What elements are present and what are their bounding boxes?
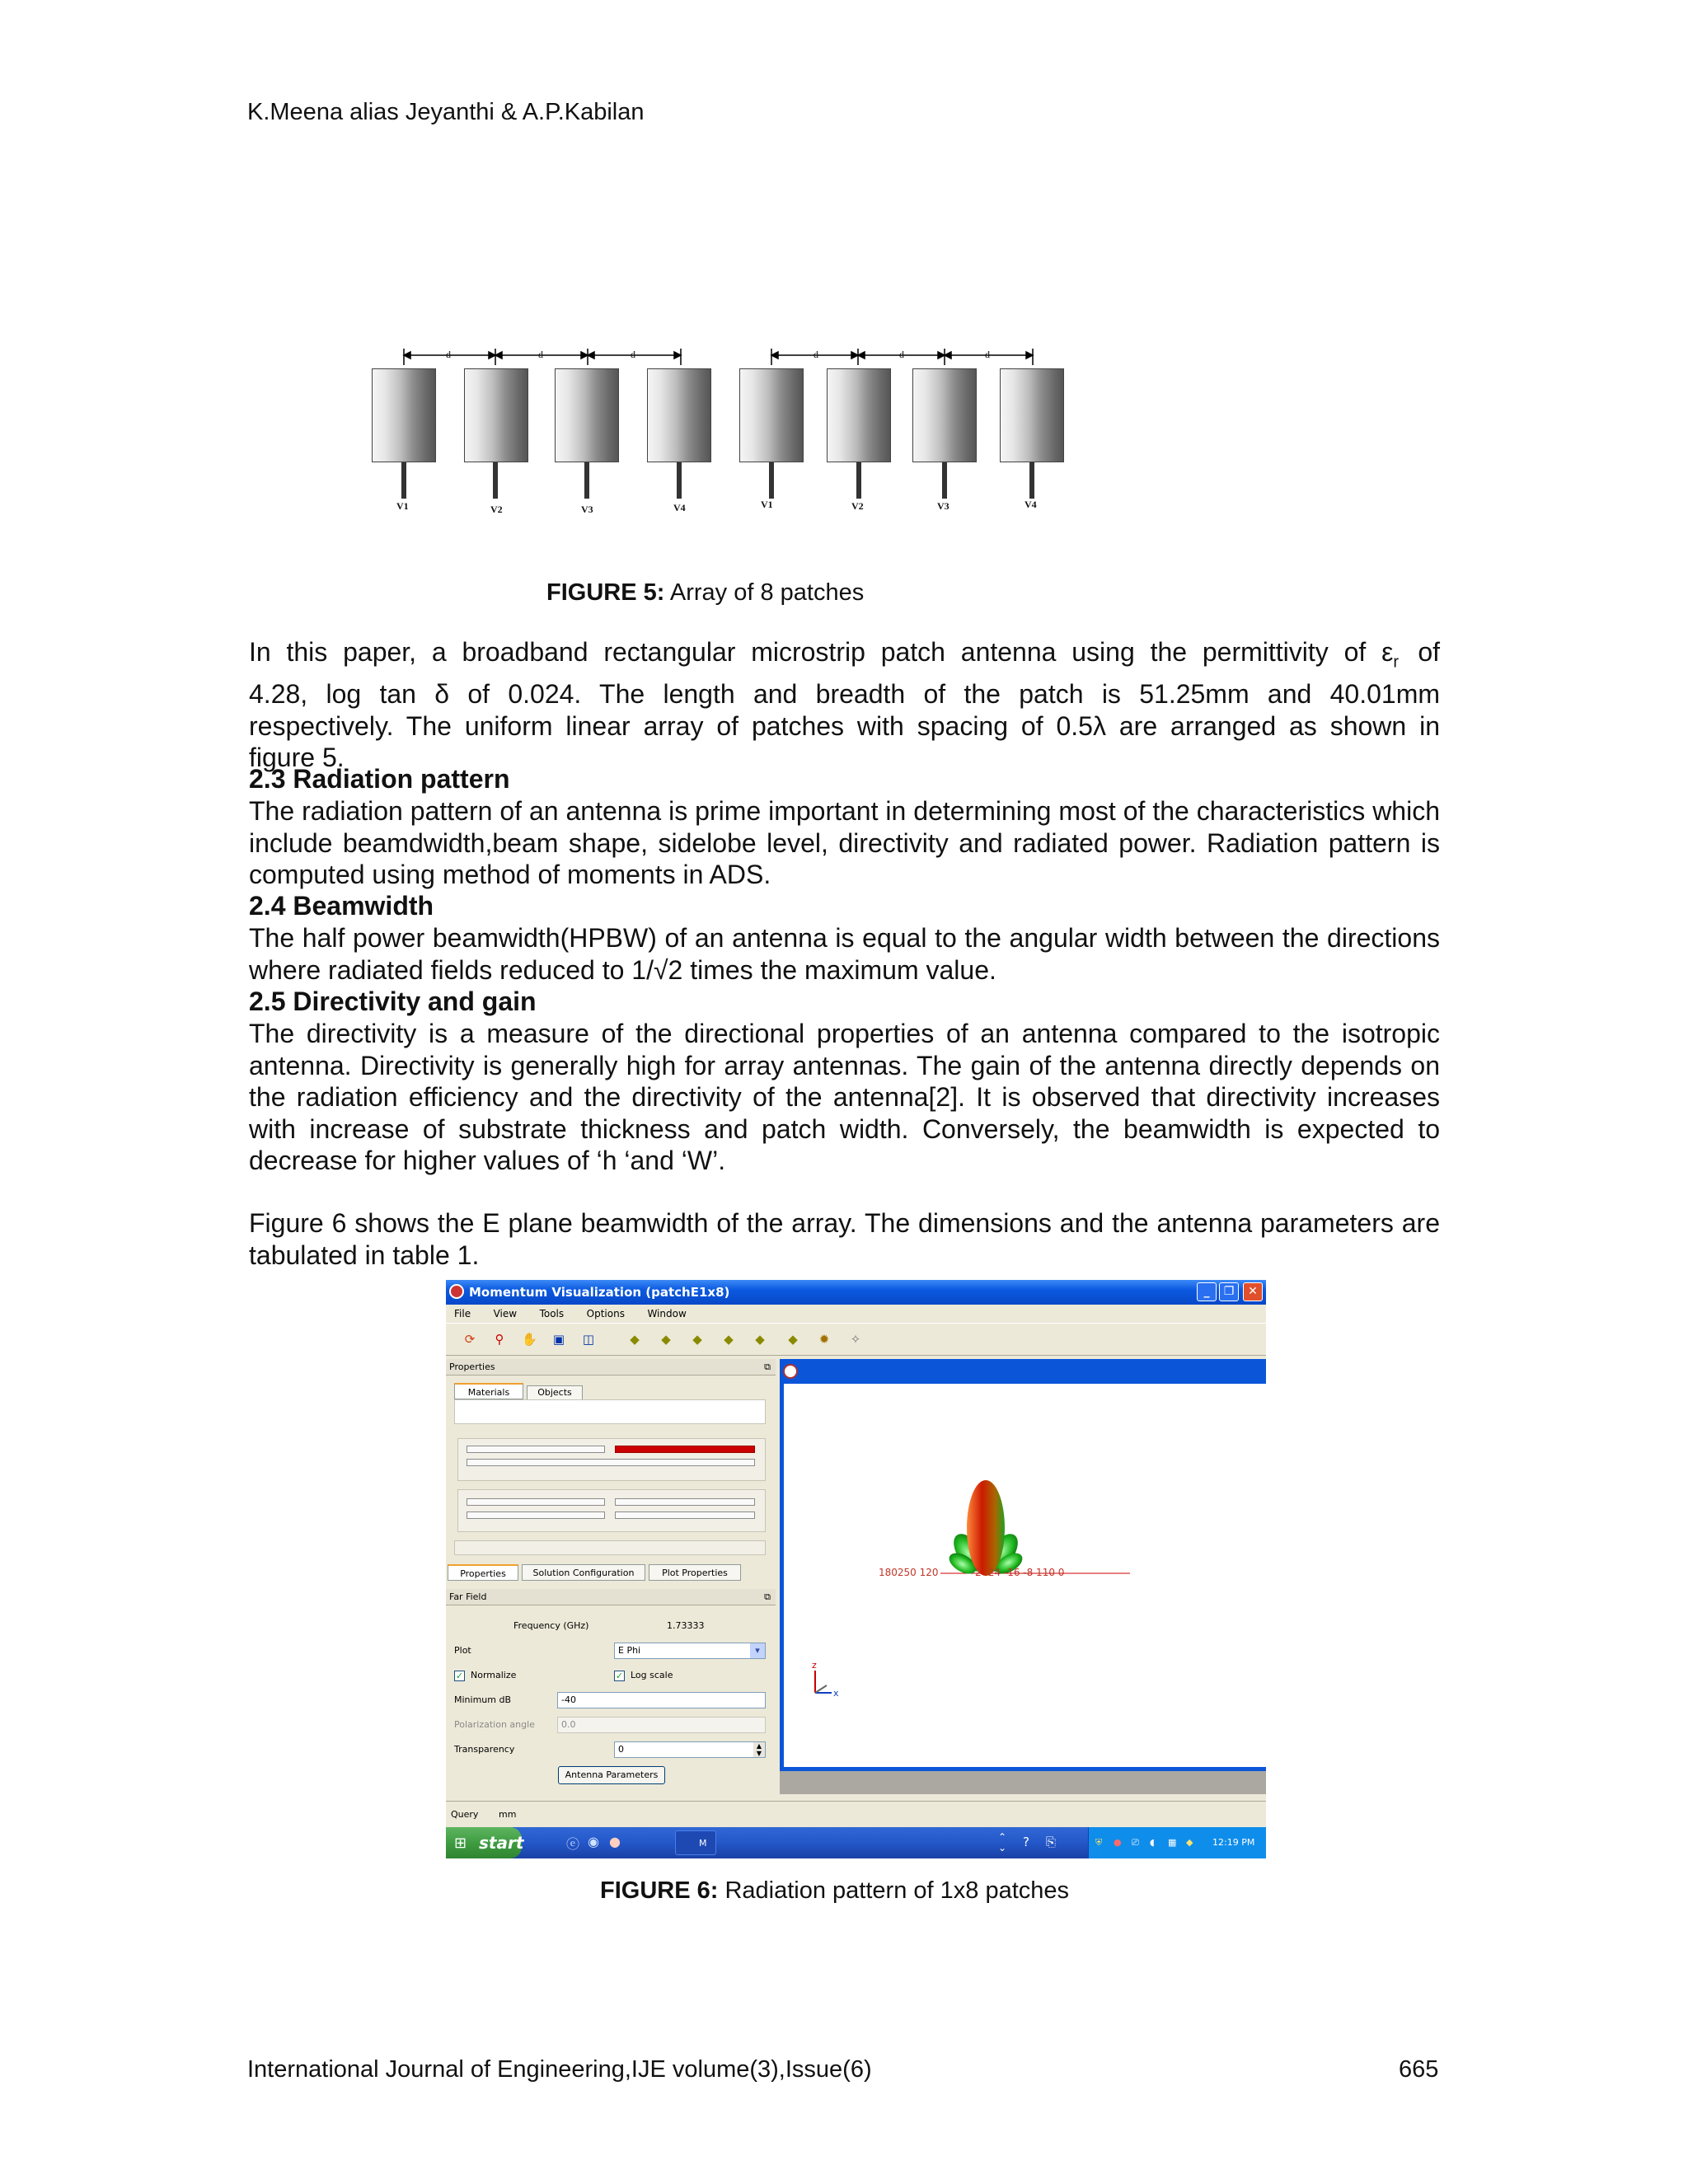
frequency-label: Frequency (GHz) bbox=[513, 1620, 589, 1631]
spacing-label: d bbox=[899, 349, 904, 360]
spinner-arrows-icon[interactable]: ▲ ▼ bbox=[753, 1742, 765, 1757]
material-color-swatch[interactable] bbox=[615, 1446, 755, 1453]
patch-element bbox=[555, 368, 619, 462]
tab-plot-properties[interactable]: Plot Properties bbox=[649, 1564, 741, 1581]
feed-line bbox=[769, 462, 774, 499]
tab-properties[interactable]: Properties bbox=[448, 1564, 518, 1581]
port-label: V2 bbox=[851, 500, 864, 512]
material-group bbox=[457, 1489, 766, 1532]
patch-element bbox=[1000, 368, 1064, 462]
port-label: V2 bbox=[490, 504, 503, 515]
media-icon[interactable]: ◉ bbox=[588, 1834, 599, 1849]
window-titlebar bbox=[446, 1280, 1266, 1305]
paragraph-intro bbox=[249, 636, 1440, 774]
view-cube-icon[interactable]: ◆ bbox=[755, 1332, 765, 1347]
normalize-label: Normalize bbox=[471, 1670, 517, 1680]
patch-element bbox=[464, 368, 528, 462]
port-label: V1 bbox=[761, 499, 773, 510]
paragraph-directivity: The directivity is a measure of the directional properties of an antenna compared to the isotropic antenna. Directivity is generally high for array antennas. The gain of the antenna directly depends on the radiation efficiency and the directivity of the antenna[2]. It is observed that directivity increases with increase of substrate thickness and patch width. Conversely, the beamwidth is expected to decrease for higher values of ‘h ‘and ‘W’. bbox=[249, 1019, 1440, 1176]
menu-file[interactable]: File bbox=[454, 1308, 471, 1319]
panel-title: Far Field bbox=[449, 1591, 487, 1602]
app-icon bbox=[449, 1284, 464, 1299]
speaker-icon[interactable]: ◖ bbox=[1150, 1837, 1155, 1848]
viewport-scrollbar[interactable] bbox=[780, 1771, 1266, 1794]
tab-objects[interactable]: Objects bbox=[527, 1385, 583, 1400]
page-number: 665 bbox=[1399, 2056, 1439, 2083]
log-scale-checkbox[interactable]: ✓ bbox=[615, 1671, 624, 1681]
material-entry[interactable] bbox=[467, 1446, 605, 1453]
patch-element bbox=[739, 368, 804, 462]
transparency-value: 0 bbox=[618, 1744, 624, 1755]
caption-text: Array of 8 patches bbox=[669, 579, 865, 606]
taskbar-item-momentum[interactable] bbox=[675, 1830, 716, 1855]
figure-5-caption bbox=[546, 579, 864, 607]
menu-view[interactable]: View bbox=[493, 1308, 518, 1319]
pattern-scale-text: 2 -24 -16 -8 110 0 bbox=[975, 1567, 1065, 1578]
materials-footer bbox=[454, 1540, 766, 1555]
system-tray bbox=[1088, 1827, 1266, 1858]
viewport-icon bbox=[783, 1364, 798, 1379]
figure-6-caption bbox=[600, 1877, 1069, 1905]
patch-element bbox=[647, 368, 711, 462]
polarization-angle-input[interactable]: 0.0 bbox=[557, 1717, 766, 1733]
zoom-icon[interactable]: ⚲ bbox=[495, 1332, 504, 1347]
panel-title: Properties bbox=[449, 1361, 495, 1372]
spacing-label: d bbox=[814, 349, 818, 360]
window-title: Momentum Visualization (patchE1x8) bbox=[469, 1285, 730, 1300]
panel-float-icon[interactable]: ⧉ bbox=[764, 1361, 771, 1372]
task-label: M bbox=[699, 1838, 707, 1849]
materials-list[interactable] bbox=[454, 1399, 766, 1424]
feed-line bbox=[493, 462, 498, 499]
caption-label: FIGURE 5: bbox=[546, 579, 665, 606]
view-fit-icon[interactable]: ▣ bbox=[552, 1332, 565, 1347]
restore-icon[interactable]: ❐ bbox=[1219, 1282, 1239, 1301]
ie-icon[interactable]: ⓔ bbox=[566, 1836, 580, 1852]
alert-icon[interactable]: ● bbox=[1114, 1837, 1122, 1848]
pan-hand-icon[interactable]: ✋ bbox=[522, 1332, 537, 1347]
feed-line bbox=[856, 462, 861, 499]
caption-label: FIGURE 6: bbox=[600, 1877, 719, 1904]
view-cube-icon[interactable]: ◆ bbox=[788, 1332, 798, 1347]
plot-select[interactable] bbox=[614, 1643, 766, 1659]
port-label: V3 bbox=[937, 500, 950, 512]
pattern-scale-text: 180250 120 bbox=[879, 1567, 939, 1578]
material-entry[interactable] bbox=[467, 1459, 755, 1466]
material-entry[interactable] bbox=[615, 1498, 755, 1506]
view-cube-icon[interactable]: ◆ bbox=[692, 1332, 702, 1347]
paragraph-line: respectively. The uniform linear array of patches with spacing of 0.5λ are arranged as shown in bbox=[249, 710, 1440, 741]
chevron-down-icon[interactable]: ▾ bbox=[750, 1643, 765, 1658]
panel-float-icon[interactable]: ⧉ bbox=[764, 1591, 771, 1602]
spacing-label: d bbox=[985, 349, 990, 360]
feed-line bbox=[677, 462, 682, 499]
material-group bbox=[457, 1438, 766, 1481]
paragraph-line: In this paper, a broadband rectangular microstrip patch antenna using the permittivity of ε bbox=[249, 637, 1394, 667]
section-heading-2-5: 2.5 Directivity and gain bbox=[249, 987, 537, 1016]
menu-bar bbox=[446, 1305, 1266, 1323]
windows-logo-icon: ⊞ bbox=[454, 1835, 467, 1852]
figure-5-array-diagram bbox=[365, 316, 1071, 522]
clock: 12:19 PM bbox=[1212, 1837, 1255, 1848]
tray-extra-icon[interactable]: ⎘ bbox=[1046, 1835, 1057, 1849]
transparency-label: Transparency bbox=[454, 1744, 515, 1755]
windows-taskbar bbox=[446, 1827, 1266, 1858]
rotate-icon[interactable]: ⟳ bbox=[464, 1332, 476, 1347]
paragraph-figure-6-intro: Figure 6 shows the E plane beamwidth of the array. The dimensions and the antenna parameters are tabulated in table 1. bbox=[249, 1208, 1440, 1270]
material-entry[interactable] bbox=[467, 1498, 605, 1506]
shield-icon[interactable]: ⛨ bbox=[1095, 1837, 1103, 1848]
viewport-frame bbox=[780, 1359, 1266, 1771]
properties-panel-header bbox=[446, 1359, 776, 1376]
section-heading-2-4: 2.4 Beamwidth bbox=[249, 891, 434, 921]
spacing-label: d bbox=[538, 349, 543, 360]
status-bar bbox=[446, 1801, 1266, 1828]
port-label: V4 bbox=[673, 502, 686, 513]
paragraph-line: figure 5. bbox=[249, 743, 345, 773]
frequency-value: 1.73333 bbox=[667, 1620, 705, 1631]
status-query: Query bbox=[451, 1809, 479, 1820]
minimum-db-label: Minimum dB bbox=[454, 1694, 512, 1705]
power-icon[interactable]: ◆ bbox=[1186, 1837, 1193, 1848]
app-quicklaunch-icon[interactable]: ● bbox=[609, 1834, 621, 1849]
network-icon[interactable]: ⎚ bbox=[1132, 1837, 1139, 1848]
status-units: mm bbox=[499, 1809, 517, 1820]
toolbar bbox=[446, 1323, 1266, 1356]
axis-z-label: z bbox=[812, 1660, 817, 1671]
spacing-dimension-lines bbox=[365, 316, 1071, 373]
menu-window[interactable]: Window bbox=[647, 1308, 687, 1319]
menu-tools[interactable]: Tools bbox=[539, 1308, 565, 1319]
view-cube-icon[interactable]: ◆ bbox=[630, 1332, 640, 1347]
display-icon[interactable]: ▦ bbox=[1168, 1837, 1177, 1848]
figure-6-app-window bbox=[446, 1280, 1266, 1858]
spacing-label: d bbox=[631, 349, 635, 360]
log-scale-label: Log scale bbox=[631, 1670, 673, 1680]
patch-element bbox=[912, 368, 977, 462]
subscript: r bbox=[1393, 653, 1399, 672]
normalize-checkbox[interactable]: ✓ bbox=[455, 1671, 464, 1681]
polarization-angle-label: Polarization angle bbox=[454, 1719, 535, 1730]
feed-line bbox=[942, 462, 947, 499]
far-field-panel-header bbox=[446, 1589, 776, 1605]
feed-line bbox=[401, 462, 406, 499]
port-label: V3 bbox=[581, 504, 593, 515]
origin-icon[interactable]: ✧ bbox=[850, 1332, 861, 1347]
main-lobe bbox=[967, 1480, 1005, 1576]
material-entry[interactable] bbox=[615, 1511, 755, 1519]
caption-text: Radiation pattern of 1x8 patches bbox=[724, 1877, 1070, 1904]
view-cube-icon[interactable]: ◆ bbox=[661, 1332, 671, 1347]
axis-x-label: x bbox=[833, 1688, 839, 1699]
paragraph-beamwidth: The half power beamwidth(HPBW) of an antenna is equal to the angular width between the directions where radiated fields reduced to 1/√2 times the maximum value. bbox=[249, 923, 1440, 985]
paragraph-word: of bbox=[1418, 637, 1440, 667]
section-heading-2-3: 2.3 Radiation pattern bbox=[249, 764, 510, 794]
patch-element bbox=[372, 368, 436, 462]
running-header: K.Meena alias Jeyanthi & A.P.Kabilan bbox=[247, 99, 645, 125]
view-all-icon[interactable]: ◫ bbox=[582, 1332, 595, 1347]
start-label: start bbox=[479, 1833, 524, 1853]
port-label: V1 bbox=[396, 500, 409, 512]
help-icon[interactable]: ? bbox=[1023, 1835, 1029, 1849]
feed-line bbox=[584, 462, 589, 499]
tab-materials[interactable]: Materials bbox=[454, 1383, 523, 1399]
minimum-db-input[interactable]: -40 bbox=[557, 1692, 766, 1708]
antenna-parameters-button[interactable]: Antenna Parameters bbox=[558, 1766, 665, 1784]
plot-select-value: E Phi bbox=[618, 1645, 641, 1656]
menu-options[interactable]: Options bbox=[586, 1308, 625, 1319]
port-label: V4 bbox=[1025, 499, 1037, 510]
patch-element bbox=[827, 368, 891, 462]
tab-solution-configuration[interactable]: Solution Configuration bbox=[522, 1564, 645, 1581]
transparency-spinner[interactable] bbox=[614, 1741, 766, 1758]
view-cube-icon[interactable]: ◆ bbox=[724, 1332, 734, 1347]
feed-line bbox=[1029, 462, 1034, 499]
paragraph-line: 4.28, log tan δ of 0.024. The length and breadth of the patch is 51.25mm and 40.01mm bbox=[249, 678, 1440, 709]
paragraph-radiation-pattern: The radiation pattern of an antenna is prime important in determining most of the characteristics which include beamdwidth,beam shape, sidelobe level, directivity and radiated power. Radiation pattern is computed using method of moments in ADS. bbox=[249, 796, 1440, 890]
close-icon[interactable]: ✕ bbox=[1243, 1282, 1263, 1301]
light-icon[interactable]: ✹ bbox=[818, 1332, 830, 1347]
plot-label: Plot bbox=[454, 1645, 471, 1656]
minimize-icon[interactable]: _ bbox=[1197, 1282, 1217, 1301]
radiation-pattern-viewport[interactable] bbox=[784, 1384, 1266, 1767]
footer-journal: International Journal of Engineering,IJE volume(3),Issue(6) bbox=[247, 2056, 872, 2083]
taskbar-scroll-icon[interactable]: ⌃ ⌄ bbox=[998, 1831, 1007, 1854]
spacing-label: d bbox=[446, 349, 451, 360]
material-entry[interactable] bbox=[467, 1511, 605, 1519]
y-axis-line bbox=[815, 1685, 827, 1693]
